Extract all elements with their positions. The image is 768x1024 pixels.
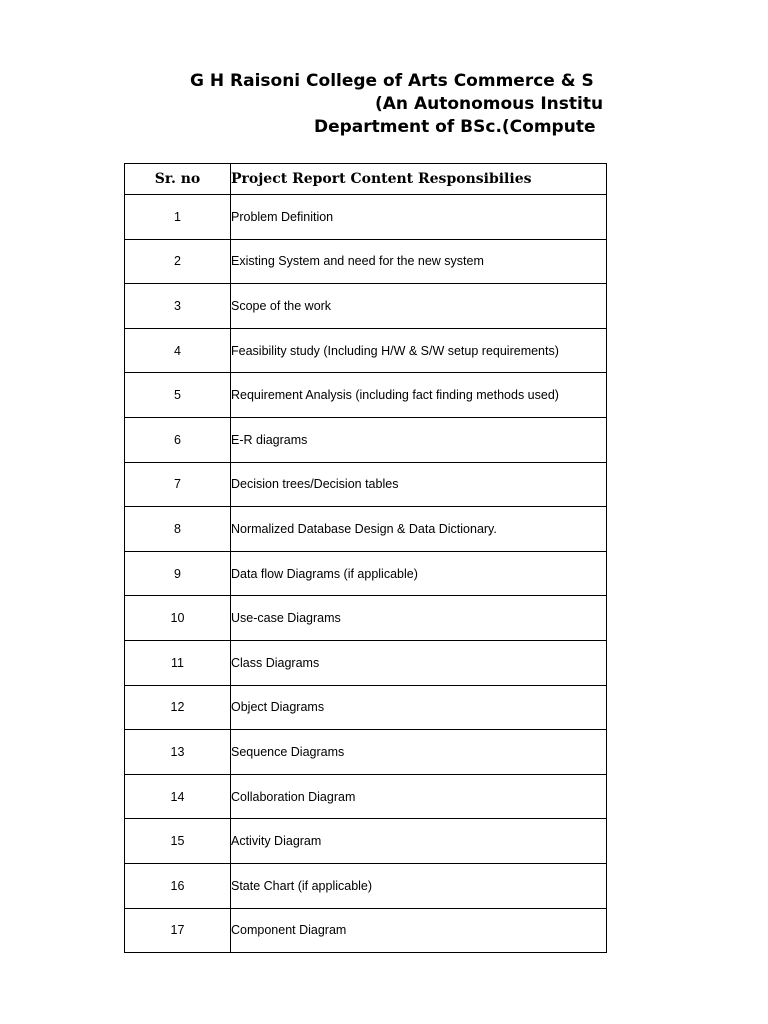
row-sr-no: 13 (125, 730, 231, 775)
row-content-item: Component Diagram (231, 908, 607, 953)
row-sr-no: 9 (125, 551, 231, 596)
table-row (125, 551, 607, 596)
project-report-table (124, 163, 607, 953)
institution-status: (An Autonomous Institu (375, 94, 604, 114)
row-sr-no: 4 (125, 328, 231, 373)
table-row (125, 417, 607, 462)
row-sr-no: 5 (125, 373, 231, 418)
row-content-item: Existing System and need for the new system (231, 239, 607, 284)
row-content-item: E-R diagrams (231, 417, 607, 462)
table-body (125, 195, 607, 953)
table-row (125, 373, 607, 418)
row-content-item: Data flow Diagrams (if applicable) (231, 551, 607, 596)
row-sr-no: 12 (125, 685, 231, 730)
document-header (0, 0, 607, 160)
row-sr-no: 10 (125, 596, 231, 641)
table-row (125, 640, 607, 685)
row-sr-no: 17 (125, 908, 231, 953)
table-row (125, 819, 607, 864)
row-content-item: Collaboration Diagram (231, 774, 607, 819)
table-row (125, 328, 607, 373)
row-content-item: Object Diagrams (231, 685, 607, 730)
college-name: G H Raisoni College of Arts Commerce & S (190, 71, 594, 91)
row-sr-no: 2 (125, 239, 231, 284)
column-header-content: Project Report Content Responsibilies (231, 164, 607, 195)
row-content-item: State Chart (if applicable) (231, 863, 607, 908)
row-sr-no: 11 (125, 640, 231, 685)
table-header-row (125, 164, 607, 195)
row-sr-no: 14 (125, 774, 231, 819)
row-sr-no: 3 (125, 284, 231, 329)
table-row (125, 195, 607, 240)
table-row (125, 596, 607, 641)
row-sr-no: 15 (125, 819, 231, 864)
row-content-item: Requirement Analysis (including fact finding methods used) (231, 373, 607, 418)
row-sr-no: 16 (125, 863, 231, 908)
row-content-item: Problem Definition (231, 195, 607, 240)
department-name: Department of BSc.(Compute (314, 117, 596, 137)
table-row (125, 239, 607, 284)
row-sr-no: 8 (125, 507, 231, 552)
row-content-item: Use-case Diagrams (231, 596, 607, 641)
row-content-item: Scope of the work (231, 284, 607, 329)
table-row (125, 863, 607, 908)
row-sr-no: 6 (125, 417, 231, 462)
row-content-item: Normalized Database Design & Data Dictionary. (231, 507, 607, 552)
table-row (125, 462, 607, 507)
column-header-sr-no: Sr. no (125, 164, 231, 195)
row-content-item: Activity Diagram (231, 819, 607, 864)
table-row (125, 730, 607, 775)
row-content-item: Sequence Diagrams (231, 730, 607, 775)
table-row (125, 507, 607, 552)
row-sr-no: 1 (125, 195, 231, 240)
row-content-item: Feasibility study (Including H/W & S/W setup requirements) (231, 328, 607, 373)
table-row (125, 284, 607, 329)
table-row (125, 685, 607, 730)
table-row (125, 908, 607, 953)
row-content-item: Decision trees/Decision tables (231, 462, 607, 507)
row-content-item: Class Diagrams (231, 640, 607, 685)
table-row (125, 774, 607, 819)
row-sr-no: 7 (125, 462, 231, 507)
